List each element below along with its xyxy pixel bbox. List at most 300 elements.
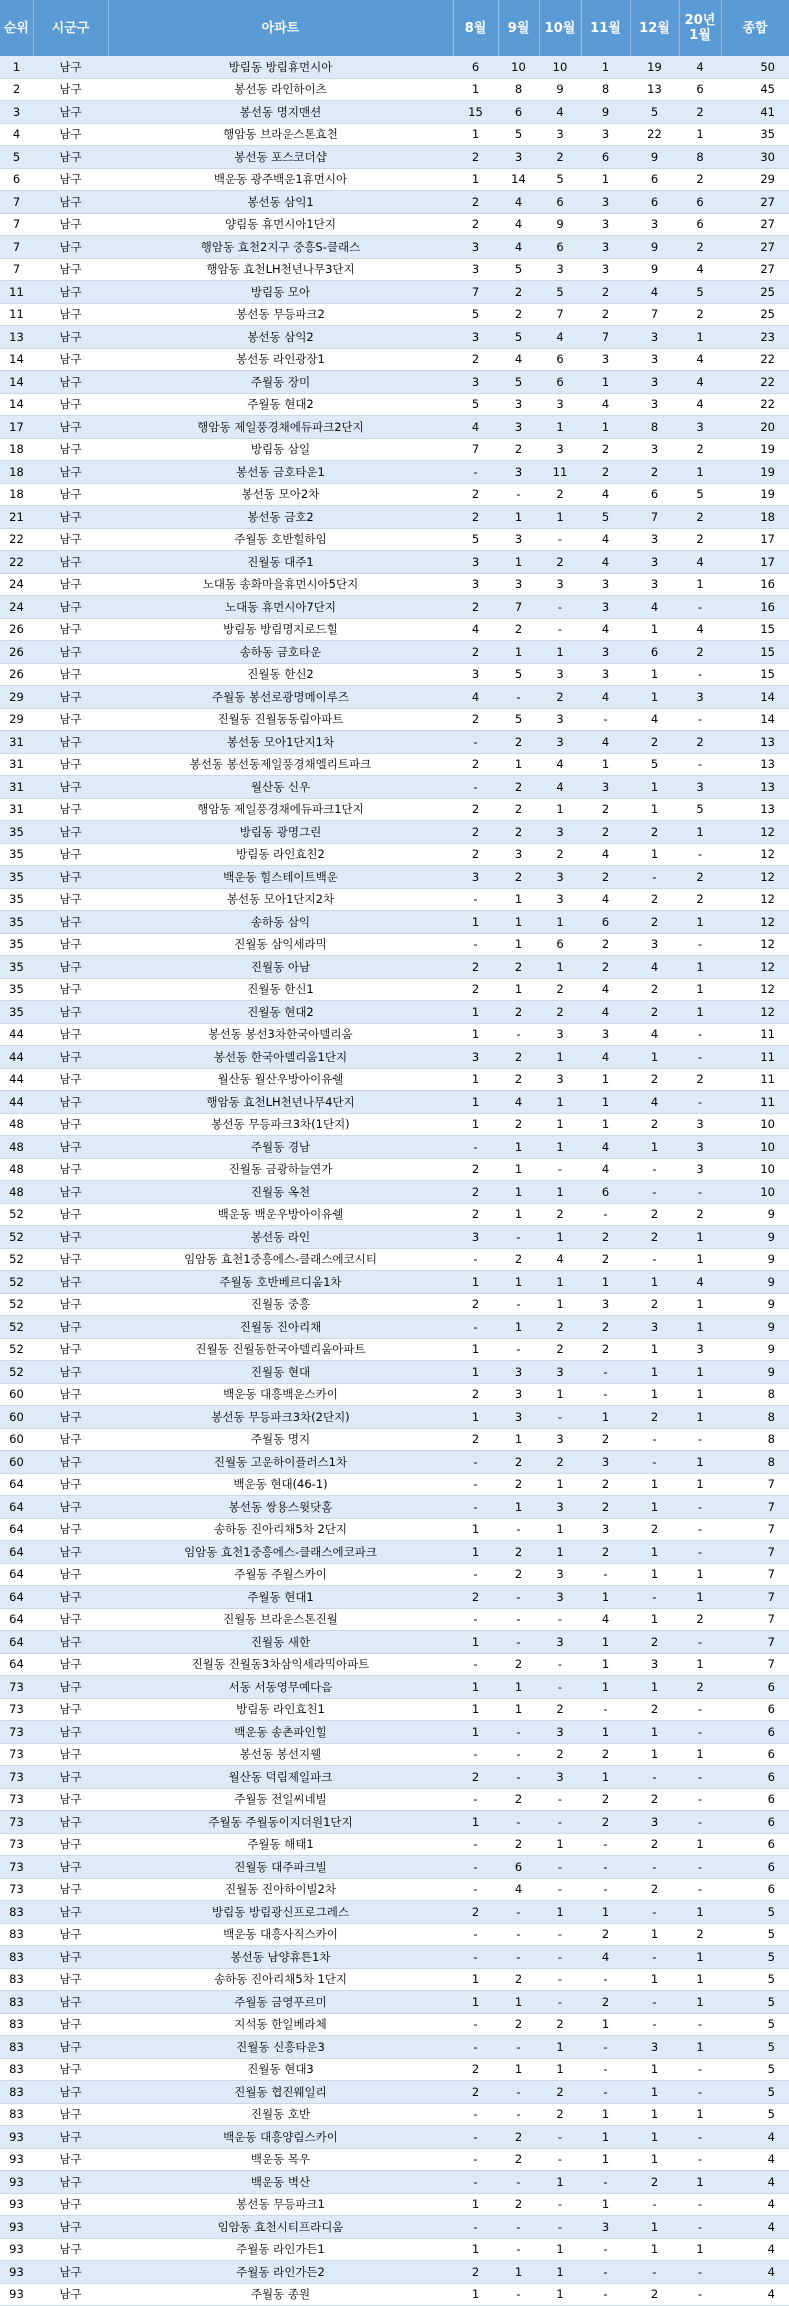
rank-cell: 7	[0, 258, 33, 281]
dec-cell: 3	[630, 348, 679, 371]
table-row	[0, 483, 789, 506]
apartment-cell: 봉선동 무등파크2	[108, 303, 453, 326]
sep-cell: 2	[498, 798, 539, 821]
rank-cell: 73	[0, 1811, 33, 1834]
table-row	[0, 438, 789, 461]
oct-cell: 4	[539, 326, 581, 349]
apartment-cell: 서동 서동영무예다음	[108, 1676, 453, 1699]
total-cell: 7	[721, 1631, 789, 1654]
table-row	[0, 573, 789, 596]
total-cell: 27	[721, 213, 789, 236]
dec-cell: 2	[630, 1203, 679, 1226]
nov-cell: 1	[581, 2193, 630, 2216]
apartment-cell: 봉선동 봉선동제일풍경채엘리트파크	[108, 753, 453, 776]
aug-cell: 1	[453, 1068, 498, 1091]
table-row	[0, 528, 789, 551]
apartment-cell: 봉선동 모아1단지1차	[108, 731, 453, 754]
nov-cell: 2	[581, 798, 630, 821]
total-cell: 35	[721, 123, 789, 146]
rank-cell: 52	[0, 1203, 33, 1226]
aug-cell: -	[453, 2148, 498, 2171]
apartment-cell: 봉선동 쌍용스윗닷홈	[108, 1496, 453, 1519]
oct-cell: 1	[539, 798, 581, 821]
oct-cell: -	[539, 2216, 581, 2239]
region-cell: 남구	[33, 551, 108, 574]
aug-cell: 1	[453, 1338, 498, 1361]
nov-cell: 2	[581, 1923, 630, 1946]
sep-cell: 5	[498, 371, 539, 394]
total-cell: 6	[721, 1856, 789, 1879]
total-cell: 27	[721, 191, 789, 214]
header-sep: 9월	[498, 0, 539, 56]
table-row	[0, 213, 789, 236]
jan-cell: 1	[679, 978, 721, 1001]
sep-cell: 2	[498, 866, 539, 889]
apartment-cell: 봉선동 라인광장1	[108, 348, 453, 371]
jan-cell: 6	[679, 191, 721, 214]
nov-cell: 3	[581, 1451, 630, 1474]
jan-cell: -	[679, 1698, 721, 1721]
total-cell: 7	[721, 1563, 789, 1586]
rank-cell: 44	[0, 1046, 33, 1069]
dec-cell: 4	[630, 956, 679, 979]
table-row	[0, 641, 789, 664]
table-row	[0, 2126, 789, 2149]
rank-cell: 52	[0, 1338, 33, 1361]
oct-cell: -	[539, 1923, 581, 1946]
dec-cell: 1	[630, 618, 679, 641]
nov-cell: 2	[581, 866, 630, 889]
sep-cell: -	[498, 1293, 539, 1316]
sep-cell: 3	[498, 573, 539, 596]
aug-cell: -	[453, 933, 498, 956]
rank-cell: 31	[0, 776, 33, 799]
oct-cell: 3	[539, 1068, 581, 1091]
table-row	[0, 1271, 789, 1294]
aug-cell: 1	[453, 1113, 498, 1136]
jan-cell: -	[679, 843, 721, 866]
jan-cell: -	[679, 663, 721, 686]
region-cell: 남구	[33, 1406, 108, 1429]
nov-cell: 1	[581, 1631, 630, 1654]
region-cell: 남구	[33, 1923, 108, 1946]
total-cell: 10	[721, 1181, 789, 1204]
nov-cell: 3	[581, 2216, 630, 2239]
sep-cell: 1	[498, 1181, 539, 1204]
dec-cell: 1	[630, 1743, 679, 1766]
oct-cell: -	[539, 1878, 581, 1901]
sep-cell: 1	[498, 2261, 539, 2284]
rank-cell: 14	[0, 348, 33, 371]
sep-cell: 3	[498, 843, 539, 866]
rank-cell: 52	[0, 1226, 33, 1249]
region-cell: 남구	[33, 1946, 108, 1969]
rank-cell: 83	[0, 2058, 33, 2081]
table-row	[0, 191, 789, 214]
region-cell: 남구	[33, 1248, 108, 1271]
aug-cell: -	[453, 1833, 498, 1856]
oct-cell: 3	[539, 393, 581, 416]
table-row	[0, 2103, 789, 2126]
rank-cell: 35	[0, 978, 33, 1001]
jan-cell: 1	[679, 1901, 721, 1924]
apartment-cell: 백운동 대흥백운스카이	[108, 1383, 453, 1406]
aug-cell: 1	[453, 2193, 498, 2216]
oct-cell: 4	[539, 753, 581, 776]
aug-cell: -	[453, 2103, 498, 2126]
sep-cell: -	[498, 1226, 539, 1249]
sep-cell: 1	[498, 1316, 539, 1339]
sep-cell: 1	[498, 1271, 539, 1294]
sep-cell: 2	[498, 2148, 539, 2171]
oct-cell: 1	[539, 1113, 581, 1136]
dec-cell: 1	[630, 2103, 679, 2126]
sep-cell: 2	[498, 1653, 539, 1676]
region-cell: 남구	[33, 1158, 108, 1181]
apartment-cell: 봉선동 명지맨션	[108, 101, 453, 124]
region-cell: 남구	[33, 753, 108, 776]
apartment-cell: 봉선동 금호2	[108, 506, 453, 529]
jan-cell: 4	[679, 56, 721, 78]
nov-cell: -	[581, 2238, 630, 2261]
jan-cell: 3	[679, 1338, 721, 1361]
apartment-cell: 방림동 방림명지로드힐	[108, 618, 453, 641]
aug-cell: 1	[453, 78, 498, 101]
oct-cell: -	[539, 618, 581, 641]
aug-cell: -	[453, 1788, 498, 1811]
total-cell: 11	[721, 1068, 789, 1091]
nov-cell: -	[581, 1563, 630, 1586]
table-row	[0, 753, 789, 776]
total-cell: 4	[721, 2193, 789, 2216]
jan-cell: 4	[679, 551, 721, 574]
region-cell: 남구	[33, 1091, 108, 1114]
nov-cell: 4	[581, 1046, 630, 1069]
table-row	[0, 78, 789, 101]
aug-cell: 3	[453, 551, 498, 574]
jan-cell: -	[679, 1023, 721, 1046]
sep-cell: 1	[498, 1991, 539, 2014]
jan-cell: -	[679, 1788, 721, 1811]
sep-cell: 5	[498, 326, 539, 349]
apartment-cell: 봉선동 라인	[108, 1226, 453, 1249]
apartment-cell: 방림동 광명그린	[108, 821, 453, 844]
oct-cell: 5	[539, 168, 581, 191]
total-cell: 17	[721, 551, 789, 574]
dec-cell: 3	[630, 213, 679, 236]
total-cell: 7	[721, 1586, 789, 1609]
jan-cell: 4	[679, 258, 721, 281]
rank-cell: 22	[0, 528, 33, 551]
jan-cell: 1	[679, 2103, 721, 2126]
total-cell: 6	[721, 1676, 789, 1699]
table-row	[0, 1383, 789, 1406]
sep-cell: 2	[498, 776, 539, 799]
table-row	[0, 1743, 789, 1766]
table-row	[0, 2148, 789, 2171]
table-row	[0, 1676, 789, 1699]
rank-cell: 93	[0, 2216, 33, 2239]
dec-cell: 2	[630, 821, 679, 844]
nov-cell: 3	[581, 191, 630, 214]
region-cell: 남구	[33, 708, 108, 731]
aug-cell: 1	[453, 1676, 498, 1699]
dec-cell: 3	[630, 933, 679, 956]
total-cell: 4	[721, 2126, 789, 2149]
sep-cell: 3	[498, 393, 539, 416]
region-cell: 남구	[33, 686, 108, 709]
apartment-cell: 진월동 한신1	[108, 978, 453, 1001]
nov-cell: 1	[581, 56, 630, 78]
aug-cell: 4	[453, 416, 498, 439]
jan-cell: 1	[679, 1248, 721, 1271]
jan-cell: 4	[679, 1271, 721, 1294]
table-row	[0, 2193, 789, 2216]
total-cell: 4	[721, 2283, 789, 2306]
dec-cell: 4	[630, 708, 679, 731]
apartment-cell: 봉선동 모아2차	[108, 483, 453, 506]
sep-cell: 5	[498, 123, 539, 146]
apartment-cell: 봉선동 금호타운1	[108, 461, 453, 484]
total-cell: 9	[721, 1316, 789, 1339]
nov-cell: 2	[581, 438, 630, 461]
jan-cell: 1	[679, 123, 721, 146]
nov-cell: 4	[581, 483, 630, 506]
dec-cell: 7	[630, 303, 679, 326]
region-cell: 남구	[33, 866, 108, 889]
jan-cell: -	[679, 1518, 721, 1541]
apartment-cell: 진월동 옥천	[108, 1181, 453, 1204]
sep-cell: 1	[498, 1203, 539, 1226]
rank-cell: 83	[0, 2103, 33, 2126]
oct-cell: -	[539, 1946, 581, 1969]
nov-cell: 1	[581, 1271, 630, 1294]
region-cell: 남구	[33, 2193, 108, 2216]
region-cell: 남구	[33, 776, 108, 799]
region-cell: 남구	[33, 663, 108, 686]
region-cell: 남구	[33, 506, 108, 529]
oct-cell: 1	[539, 1181, 581, 1204]
sep-cell: 2	[498, 1113, 539, 1136]
total-cell: 8	[721, 1428, 789, 1451]
dec-cell: 1	[630, 1676, 679, 1699]
total-cell: 12	[721, 978, 789, 1001]
jan-cell: -	[679, 1541, 721, 1564]
dec-cell: 1	[630, 2081, 679, 2104]
rank-cell: 83	[0, 1991, 33, 2014]
dec-cell: -	[630, 866, 679, 889]
region-cell: 남구	[33, 2148, 108, 2171]
nov-cell: -	[581, 2283, 630, 2306]
total-cell: 11	[721, 1091, 789, 1114]
table-row	[0, 686, 789, 709]
rank-cell: 31	[0, 731, 33, 754]
jan-cell: 1	[679, 1743, 721, 1766]
table-row	[0, 663, 789, 686]
jan-cell: 1	[679, 1293, 721, 1316]
region-cell: 남구	[33, 213, 108, 236]
total-cell: 22	[721, 371, 789, 394]
rank-cell: 64	[0, 1473, 33, 1496]
total-cell: 9	[721, 1293, 789, 1316]
sep-cell: 2	[498, 821, 539, 844]
dec-cell: 2	[630, 888, 679, 911]
dec-cell: 1	[630, 2058, 679, 2081]
dec-cell: 3	[630, 393, 679, 416]
header-total: 종합	[721, 0, 789, 56]
apartment-cell: 백운동 대흥양림스카이	[108, 2126, 453, 2149]
dec-cell: 4	[630, 1091, 679, 1114]
apartment-cell: 진월동 새한	[108, 1631, 453, 1654]
nov-cell: -	[581, 1383, 630, 1406]
oct-cell: 3	[539, 258, 581, 281]
aug-cell: 1	[453, 1698, 498, 1721]
apartment-cell: 진월동 진월동동림아파트	[108, 708, 453, 731]
rank-cell: 26	[0, 618, 33, 641]
dec-cell: 2	[630, 1406, 679, 1429]
table-row	[0, 1698, 789, 1721]
rank-cell: 73	[0, 1856, 33, 1879]
dec-cell: 1	[630, 2148, 679, 2171]
dec-cell: 1	[630, 2216, 679, 2239]
rank-cell: 60	[0, 1383, 33, 1406]
oct-cell: 4	[539, 101, 581, 124]
header-dec: 12월	[630, 0, 679, 56]
apartment-cell: 노대동 휴먼시아7단지	[108, 596, 453, 619]
rank-cell: 11	[0, 303, 33, 326]
rank-cell: 83	[0, 2081, 33, 2104]
oct-cell: -	[539, 528, 581, 551]
dec-cell: -	[630, 1766, 679, 1789]
rank-cell: 35	[0, 933, 33, 956]
nov-cell: 3	[581, 213, 630, 236]
oct-cell: 1	[539, 956, 581, 979]
nov-cell: -	[581, 1856, 630, 1879]
table-row	[0, 596, 789, 619]
region-cell: 남구	[33, 1721, 108, 1744]
total-cell: 4	[721, 2261, 789, 2284]
rank-cell: 14	[0, 371, 33, 394]
jan-cell: 4	[679, 393, 721, 416]
oct-cell: 1	[539, 911, 581, 934]
apartment-cell: 월산동 덕림제일파크	[108, 1766, 453, 1789]
apartment-cell: 주월동 전일씨네빌	[108, 1788, 453, 1811]
nov-cell: 4	[581, 978, 630, 1001]
aug-cell: 3	[453, 1046, 498, 1069]
nov-cell: 6	[581, 911, 630, 934]
apartment-cell: 백운동 대흥사직스카이	[108, 1923, 453, 1946]
dec-cell: 1	[630, 1563, 679, 1586]
region-cell: 남구	[33, 2013, 108, 2036]
total-cell: 23	[721, 326, 789, 349]
oct-cell: 3	[539, 708, 581, 731]
sep-cell: 2	[498, 1046, 539, 1069]
aug-cell: -	[453, 2126, 498, 2149]
oct-cell: 2	[539, 1001, 581, 1024]
sep-cell: 2	[498, 1248, 539, 1271]
region-cell: 남구	[33, 461, 108, 484]
total-cell: 5	[721, 1901, 789, 1924]
sep-cell: -	[498, 2238, 539, 2261]
oct-cell: 1	[539, 506, 581, 529]
apartment-cell: 임암동 효천시티프라디움	[108, 2216, 453, 2239]
apartment-cell: 백운동 힐스테이트백운	[108, 866, 453, 889]
nov-cell: 1	[581, 753, 630, 776]
rank-cell: 7	[0, 236, 33, 259]
table-row	[0, 101, 789, 124]
region-cell: 남구	[33, 1631, 108, 1654]
dec-cell: 2	[630, 1631, 679, 1654]
region-cell: 남구	[33, 1878, 108, 1901]
table-row	[0, 236, 789, 259]
dec-cell: 3	[630, 371, 679, 394]
aug-cell: 1	[453, 1968, 498, 1991]
aug-cell: 2	[453, 483, 498, 506]
jan-cell: 2	[679, 888, 721, 911]
region-cell: 남구	[33, 2261, 108, 2284]
oct-cell: 1	[539, 1833, 581, 1856]
aug-cell: 2	[453, 1181, 498, 1204]
nov-cell: 4	[581, 888, 630, 911]
oct-cell: 1	[539, 2036, 581, 2059]
oct-cell: 6	[539, 933, 581, 956]
aug-cell: -	[453, 1136, 498, 1159]
nov-cell: 2	[581, 1811, 630, 1834]
nov-cell: 4	[581, 731, 630, 754]
region-cell: 남구	[33, 191, 108, 214]
jan-cell: 1	[679, 2036, 721, 2059]
nov-cell: -	[581, 1203, 630, 1226]
region-cell: 남구	[33, 123, 108, 146]
region-cell: 남구	[33, 438, 108, 461]
region-cell: 남구	[33, 1428, 108, 1451]
total-cell: 4	[721, 2171, 789, 2194]
aug-cell: 2	[453, 1203, 498, 1226]
sep-cell: 5	[498, 258, 539, 281]
sep-cell: 2	[498, 1541, 539, 1564]
aug-cell: 2	[453, 146, 498, 169]
oct-cell: 2	[539, 146, 581, 169]
nov-cell: 1	[581, 371, 630, 394]
table-row	[0, 1248, 789, 1271]
jan-cell: 1	[679, 326, 721, 349]
jan-cell: 3	[679, 416, 721, 439]
total-cell: 11	[721, 1023, 789, 1046]
jan-cell: 1	[679, 1563, 721, 1586]
jan-cell: 2	[679, 101, 721, 124]
nov-cell: 4	[581, 1158, 630, 1181]
table-row	[0, 978, 789, 1001]
jan-cell: 2	[679, 303, 721, 326]
aug-cell: 3	[453, 866, 498, 889]
jan-cell: -	[679, 2261, 721, 2284]
nov-cell: 3	[581, 573, 630, 596]
rank-cell: 26	[0, 641, 33, 664]
oct-cell: 1	[539, 1271, 581, 1294]
apartment-cell: 진월동 아남	[108, 956, 453, 979]
sep-cell: 2	[498, 618, 539, 641]
nov-cell: 4	[581, 618, 630, 641]
dec-cell: -	[630, 1991, 679, 2014]
region-cell: 남구	[33, 1698, 108, 1721]
table-row	[0, 1428, 789, 1451]
sep-cell: 1	[498, 1136, 539, 1159]
table-row	[0, 1136, 789, 1159]
dec-cell: -	[630, 1451, 679, 1474]
table-row	[0, 551, 789, 574]
jan-cell: 1	[679, 1361, 721, 1384]
total-cell: 6	[721, 1743, 789, 1766]
